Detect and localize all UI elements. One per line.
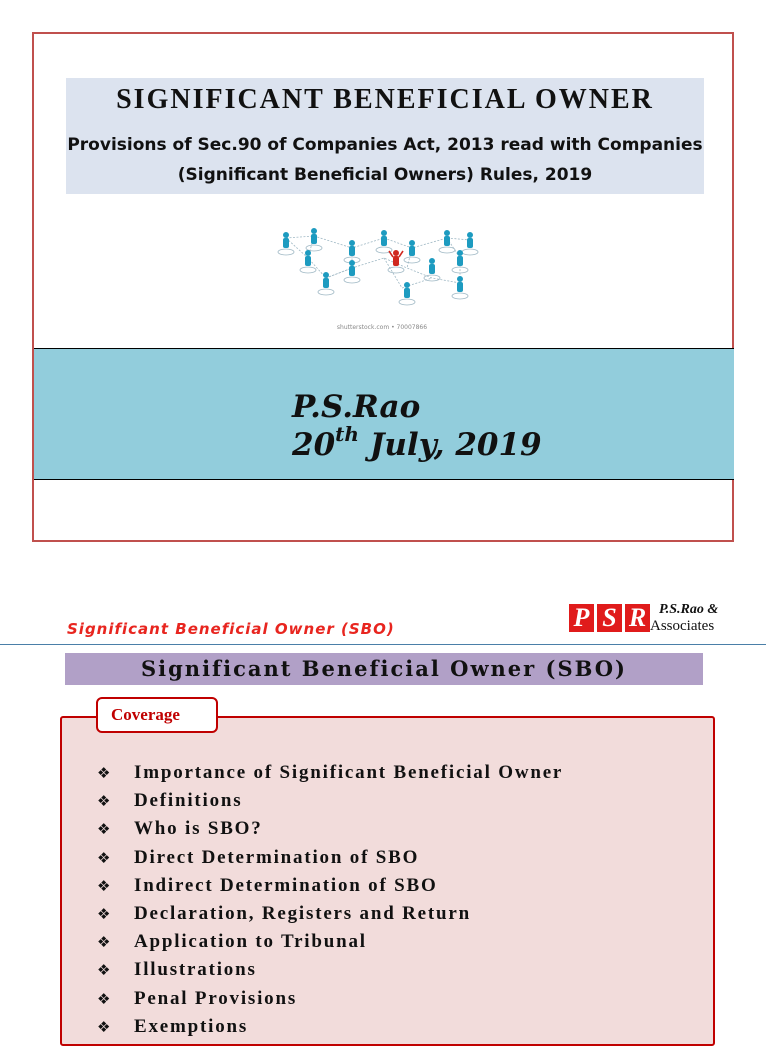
diamond-bullet-icon: ❖ [97, 904, 111, 923]
diamond-bullet-icon: ❖ [97, 876, 111, 895]
list-item-text: Definitions [134, 790, 243, 812]
coverage-tab [96, 697, 218, 733]
diamond-bullet-icon: ❖ [97, 764, 111, 782]
list-item-text: Indirect Determination of SBO [134, 874, 438, 896]
list-item-text: Declaration, Registers and Return [134, 902, 471, 924]
date-month-year: July, 2019 [358, 427, 542, 463]
slide-header-title: Significant Beneficial Owner (SBO) [67, 620, 395, 638]
psr-logo [569, 602, 739, 636]
list-item-text: Penal Provisions [134, 987, 298, 1009]
presentation-date [292, 422, 542, 463]
section-title-bar [65, 653, 703, 685]
logo-firm-sub: Associates [650, 618, 715, 634]
logo-firm-name: P.S.Rao & [659, 602, 719, 617]
list-item-text: Illustrations [134, 959, 257, 981]
coverage-label: Coverage [111, 705, 180, 724]
diamond-bullet-icon: ❖ [97, 1017, 111, 1036]
list-item-text: Importance of Significant Beneficial Owner [134, 762, 564, 783]
image-credit: shutterstock.com • 70007866 [336, 324, 428, 331]
logo-letter-p: P [569, 604, 594, 632]
subtitle-line-2: (Significant Beneficial Owners) Rules, 2019 [177, 165, 593, 185]
diamond-bullet-icon: ❖ [97, 961, 111, 980]
list-item-text: Exemptions [134, 1015, 249, 1037]
diamond-bullet-icon: ❖ [97, 820, 111, 839]
list-item-text: Direct Determination of SBO [134, 846, 420, 868]
people-network-illustration [272, 208, 492, 308]
logo-letter-r: R [625, 604, 650, 632]
title-slide [32, 32, 734, 542]
diamond-bullet-icon: ❖ [97, 792, 111, 811]
diamond-bullet-icon: ❖ [97, 933, 111, 952]
page-title: SIGNIFICANT BENEFICIAL OWNER [116, 84, 654, 115]
logo-letter-s: S [597, 604, 622, 632]
coverage-slide [0, 590, 768, 1037]
list-item-text: Who is SBO? [134, 818, 263, 840]
author-name: P.S.Rao [292, 389, 421, 425]
title-box [66, 78, 704, 194]
date-suffix: th [335, 422, 359, 446]
date-day: 20 [292, 427, 336, 463]
list-item-text: Application to Tribunal [134, 931, 367, 953]
header-divider [0, 644, 766, 645]
diamond-bullet-icon: ❖ [97, 848, 111, 867]
section-title: Significant Beneficial Owner (SBO) [140, 656, 627, 681]
subtitle-line-1: Provisions of Sec.90 of Companies Act, 2013 read with Companies [67, 135, 703, 155]
subtitle [66, 130, 704, 190]
diamond-bullet-icon: ❖ [97, 989, 111, 1008]
author-band [34, 348, 734, 480]
